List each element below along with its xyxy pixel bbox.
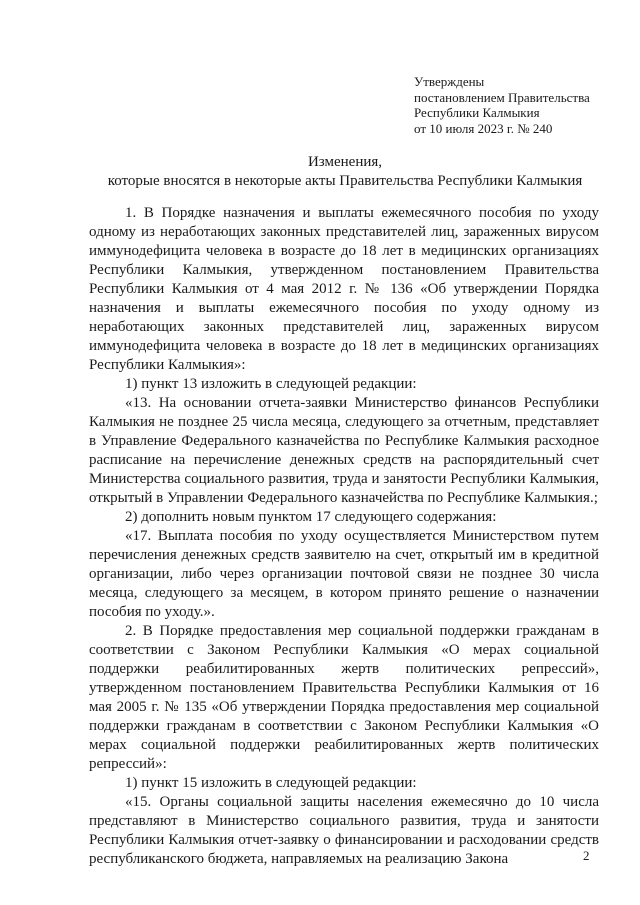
paragraph: 2. В Порядке предоставления мер социальной поддержки гражданам в соответствии с Законом Республики Калмыкия «О мерах социальной поддержки реабилитированных жертв политических репрессий», утвержденном постановлением Правительства Республики Калмыкия от 16 мая 2005 г. № 135 «Об утверждении Порядка предоставления мер социальной поддержки гражданам в соответствии с Законом Республики Калмыкия «О мерах социальной поддержки реабилитированных жертв политических репрессий»:: [89, 623, 599, 772]
paragraph: 2) дополнить новым пунктом 17 следующего содержания:: [125, 509, 497, 525]
approval-line: Республики Калмыкия: [414, 105, 540, 120]
approval-line: от 10 июля 2023 г. № 240: [414, 120, 553, 136]
paragraph: «17. Выплата пособия по уходу осуществляется Министерством путем перечисления денежных средств заявителю на счет, открытый им в кредитной организации, либо через организации почтовой связи не позднее 30 числа месяца, следующего за месяцем, в котором принято решение о назначении пособия по уходу.».: [89, 528, 599, 620]
paragraph: «13. На основании отчета-заявки Министерство финансов Республики Калмыкия не позднее 25 числа месяца, следующего за отчетным, представляет в Управление Федерального казначейства по Республике Калмыкия расходное расписание на перечисление денежных средств на распорядительный счет Министерства социального развития, труда и занятости Республики Калмыкия, открытый в Управлении Федерального казначейства по Республике Калмыкия.;: [89, 395, 599, 506]
page-number: 2: [583, 848, 590, 863]
paragraph: 1) пункт 15 изложить в следующей редакции:: [125, 775, 417, 791]
approval-line: Утверждены: [414, 74, 485, 89]
paragraph: «15. Органы социальной защиты населения ежемесячно до 10 числа представляют в Министерство социального развития, труда и занятости Республики Калмыкия отчет-заявку о финансировании и расходовании средств республиканского бюджета, направляемых на реализацию Закона: [89, 794, 599, 867]
paragraph: 1) пункт 13 изложить в следующей редакции:: [125, 376, 417, 392]
paragraph: 1. В Порядке назначения и выплаты ежемесячного пособия по уходу одному из неработающих законных представителей лиц, зараженных вирусом иммунодефицита человека в возрасте до 18 лет в медицинских организациях Республики Калмыкия, утвержденном постановлением Правительства Республики Калмыкия от 4 мая 2012 г. № 136 «Об утверждении Порядка назначения и выплаты ежемесячного пособия по уходу одному из неработающих законных представителей лиц, зараженных вирусом иммунодефицита человека в возрасте до 18 лет в медицинских организациях Республики Калмыкия»:: [89, 205, 599, 373]
title-line-2: которые вносятся в некоторые акты Правительства Республики Калмыкия: [107, 173, 583, 189]
document-title: [90, 153, 600, 191]
document-body: [89, 204, 599, 869]
title-line-1: Изменения,: [307, 154, 383, 170]
approval-line: постановлением Правительства: [414, 89, 590, 105]
approval-block: [414, 74, 624, 136]
